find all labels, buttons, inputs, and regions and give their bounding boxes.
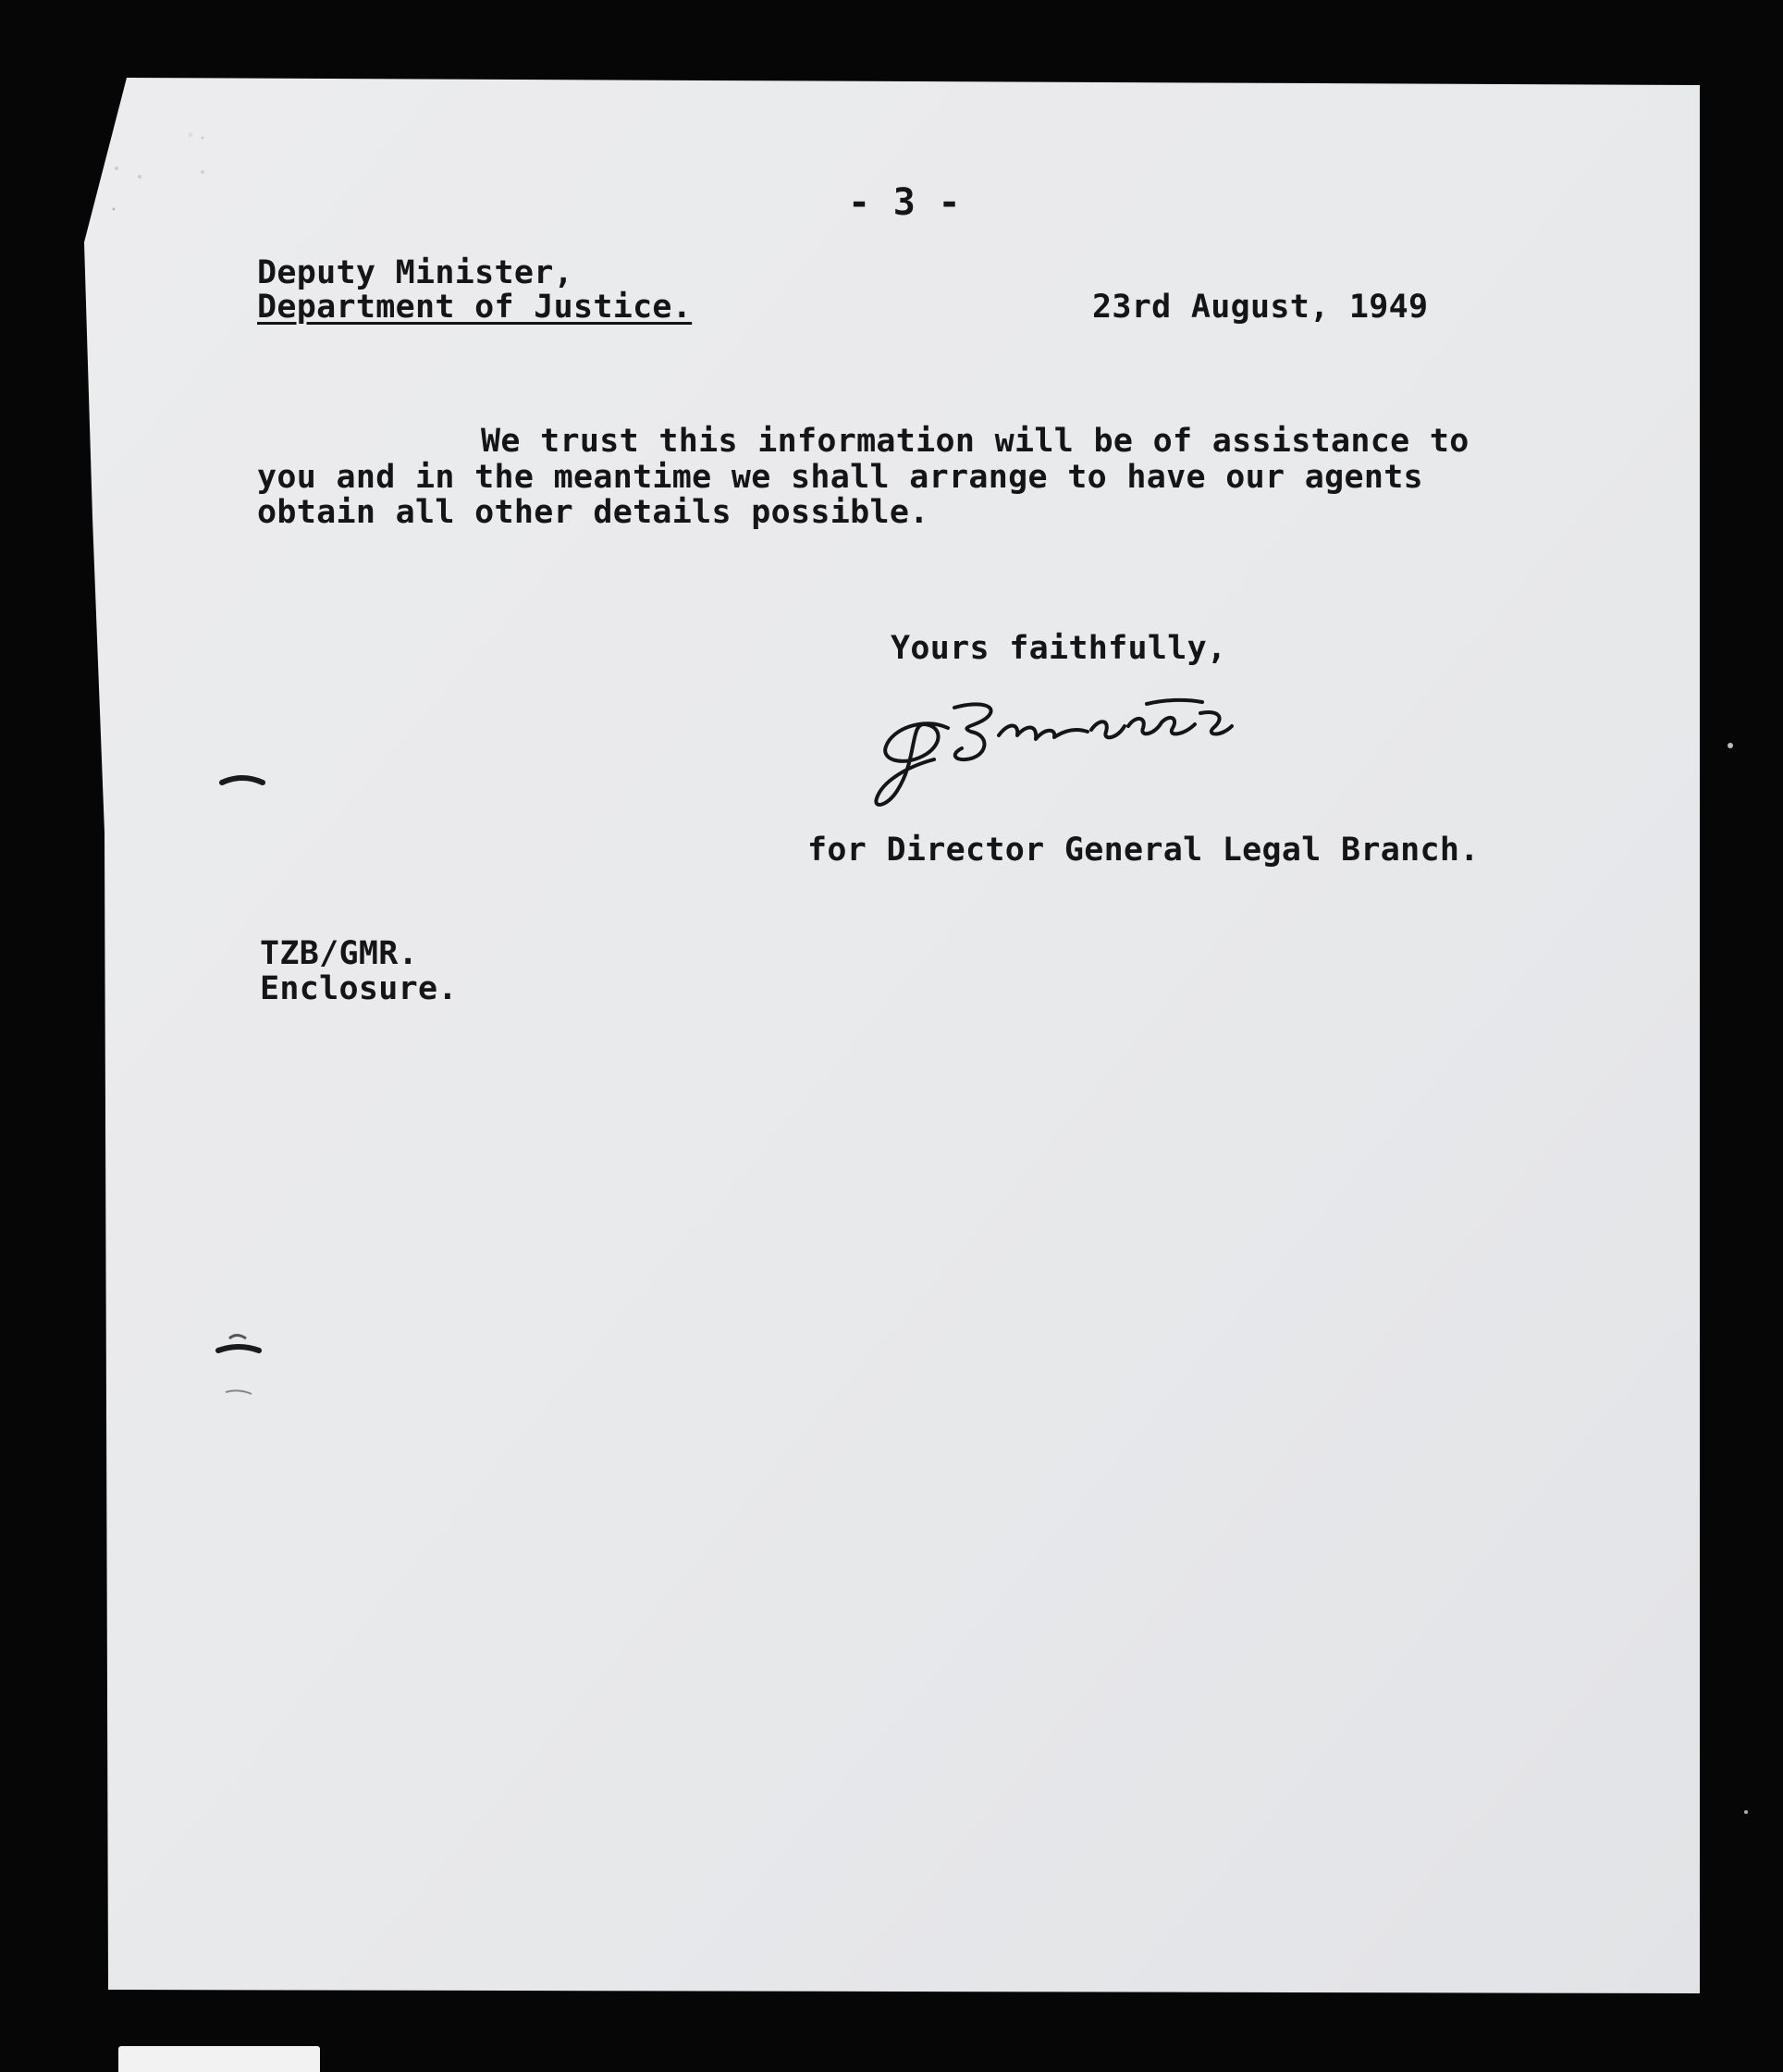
reference-initials: TZB/GMR.	[260, 935, 418, 972]
closing-salutation: Yours faithfully,	[891, 630, 1227, 667]
body-line: We trust this information will be of assistance to	[481, 423, 1469, 460]
body-line: you and in the meantime we shall arrange to have our agents	[257, 459, 1423, 496]
body-line: obtain all other details possible.	[257, 494, 929, 531]
signature-block: for Director General Legal Branch.	[807, 832, 1480, 869]
page-number: - 3 -	[848, 181, 961, 224]
handwritten-signature	[869, 671, 1285, 809]
recipient-department: Department of Justice.	[257, 289, 693, 326]
enclosure-note: Enclosure.	[260, 970, 458, 1007]
recipient-title: Deputy Minister,	[257, 254, 573, 291]
letter-date: 23rd August, 1949	[1092, 289, 1429, 326]
scan-label-tab	[118, 2046, 320, 2072]
